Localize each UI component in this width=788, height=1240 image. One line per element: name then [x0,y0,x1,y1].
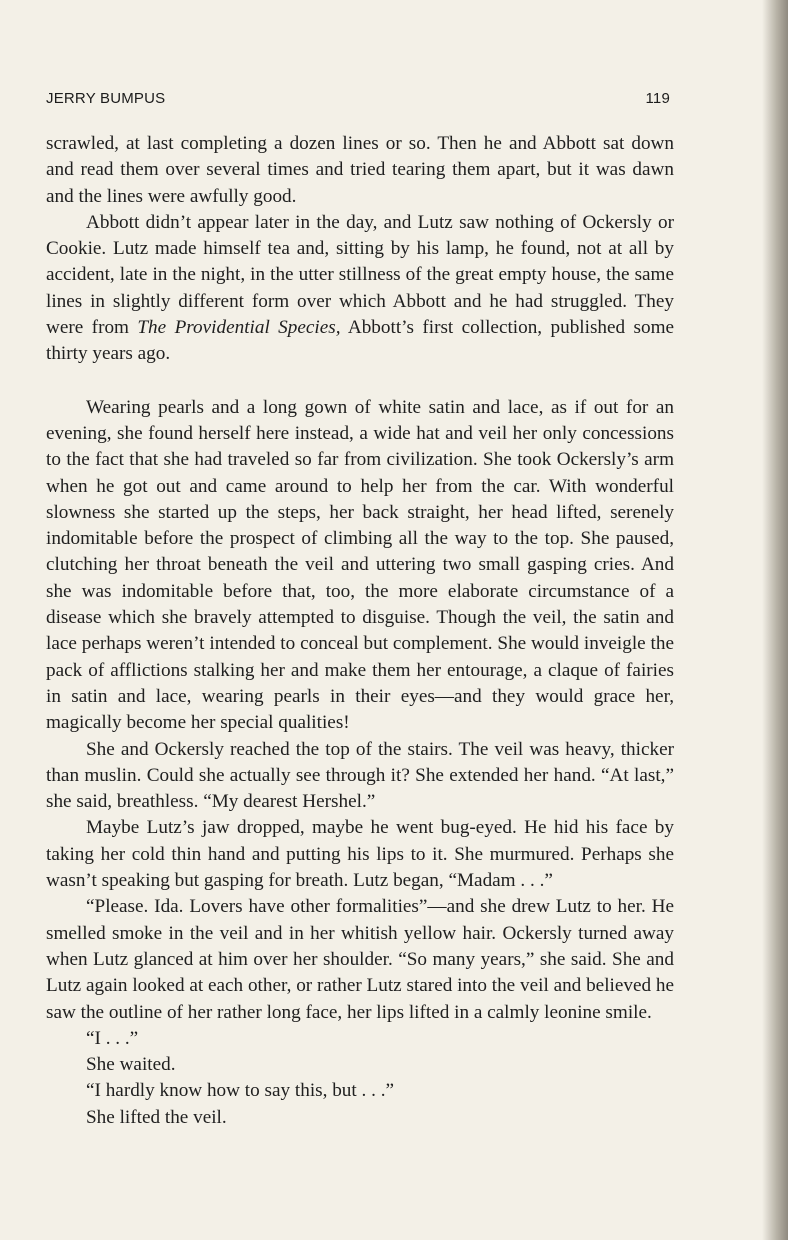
paragraph: scrawled, at last completing a dozen lines or so. Then he and Abbott sat down and read them over several times and tried tearing them apart, but it was dawn and the lines were awfully good. [46,133,674,207]
body-text [46,131,674,1131]
dialog-line: She lifted the veil. [86,1106,227,1128]
paragraph [46,210,674,368]
dialog-line: “I hardly know how to say this, but . . .” [86,1080,395,1102]
paragraph-text: Abbott didn’t appear later in the day, and Lutz saw nothing of Ockersly or Cookie. Lutz made himself tea and, sitting by his lamp, he found, not at all by accident, late in the night, in the utter stillness of the great empty house, the same lines in slightly different form over which Abbott and he had struggled. They were from [46,211,674,339]
paragraph-text: Abbott’s first collection, published some thirty years ago. [46,317,675,365]
dialog-line: “I . . .” [86,1027,139,1049]
paragraph: Maybe Lutz’s jaw dropped, maybe he went bug-eyed. He hid his face by taking her cold thin hand and putting his lips to it. She murmured. Perhaps she wasn’t speaking but gasping for breath. Lutz began, “Madam . . .” [46,817,674,892]
running-head: JERRY BUMPUS [46,90,166,107]
paragraph: Wearing pearls and a long gown of white satin and lace, as if out for an evening, she found herself here instead, a wide hat and veil her only concessions to the fact that she had traveled so far from civilization. She took Ockersly’s arm when he got out and came around to help her from the car. With wonderful slowness she started up the steps, her back straight, her head lifted, serenely indomitable before the prospect of climbing all the way to the top. She paused, clutching her throat beneath the veil and uttering two small gasping cries. And she was indomitable before that, too, the more elaborate circumstance of a disease which she bravely attempted to disguise. Though the veil, the satin and lace perhaps weren’t intended to conceal but complement. She would inveigle the pack of afflictions stalking her and make them her entourage, a claque of fairies in satin and lace, wearing pearls in their eyes—and they would grace her, magically become her special qualities! [46,396,674,734]
page-number: 119 [645,90,670,107]
paragraph: She and Ockersly reached the top of the stairs. The veil was heavy, thicker than muslin. Could she actually see through it? She extended her hand. “At last,” she said, breathless. “My dearest Hershel.” [46,738,674,813]
paragraph: “Please. Ida. Lovers have other formalities”—and she drew Lutz to her. He smelled smoke in the veil and in her whitish yellow hair. Ockersly turned away when Lutz glanced at him over her shoulder. “So many years,” she said. She and Lutz again looked at each other, or rather Lutz stared into the veil and believed he saw the outline of her rather long face, her lips lifted in a calmly leonine smile. [46,896,674,1023]
page-header [46,90,670,110]
book-title: The Providential Species, [137,317,341,339]
dialog-line: She waited. [86,1054,176,1076]
